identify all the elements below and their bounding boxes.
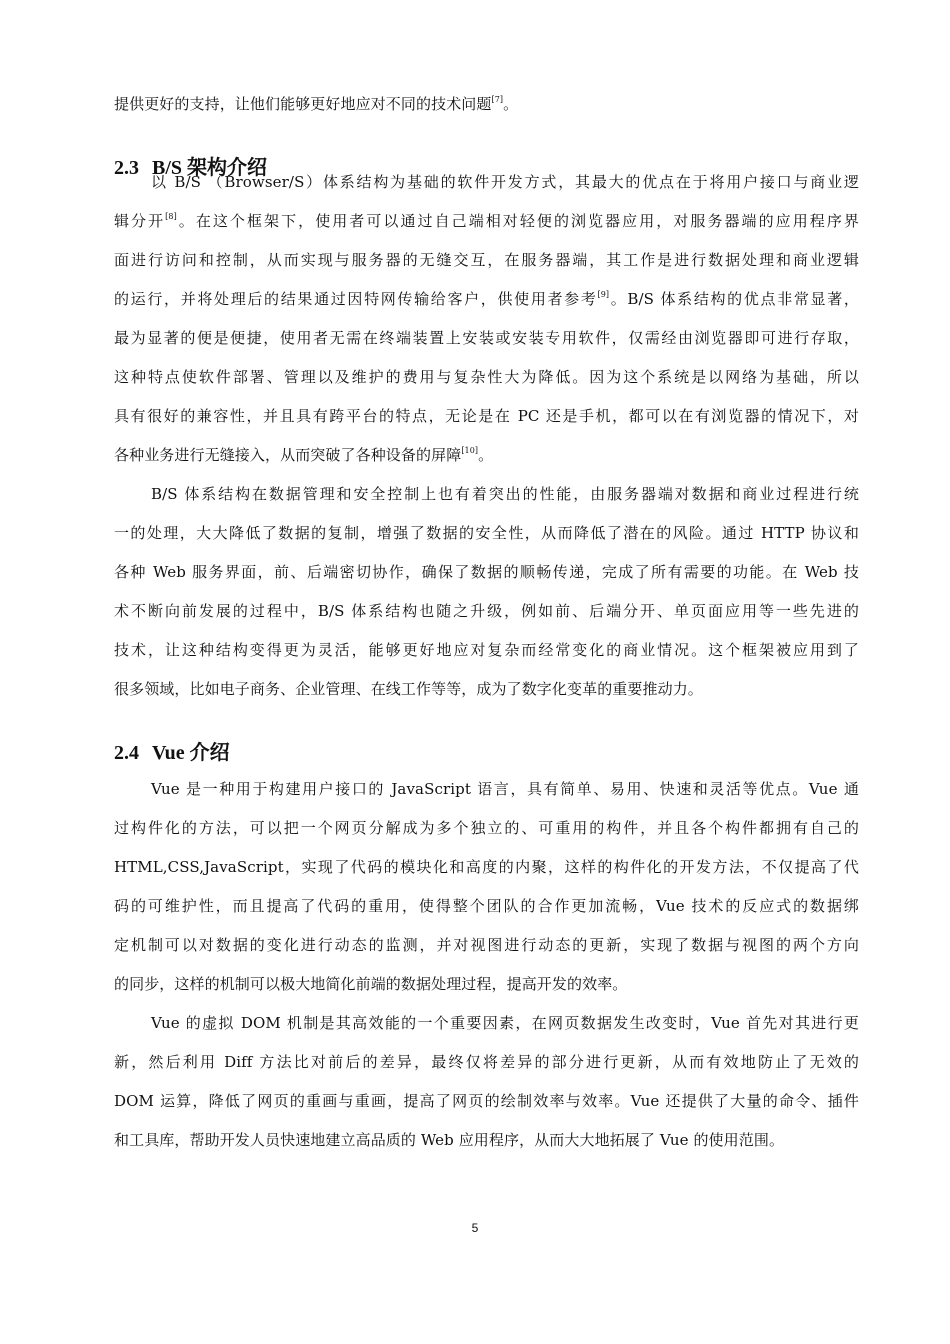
s23-p2-line-6: 很多领域，比如电子商务、企业管理、在线工作等等，成为了数字化变革的重要推动力。 bbox=[114, 680, 703, 698]
s23-p2-line-4: 术不断向前发展的过程中，B/S 体系结构也随之升级，例如前、后端分开、单页面应用等一些先进的 bbox=[114, 602, 859, 620]
section-title: Vue 介绍 bbox=[152, 742, 230, 764]
intro-line bbox=[114, 94, 859, 114]
s24-p1-line-6: 的同步，这样的机制可以极大地简化前端的数据处理过程，提高开发的效率。 bbox=[114, 975, 628, 993]
section-number: 2.3 bbox=[114, 157, 139, 179]
s24-p1-line-5: 定机制可以对数据的变化进行动态的监测，并对视图进行动态的更新，实现了数据与视图的两个方向 bbox=[114, 936, 859, 954]
citation-10: [10] bbox=[461, 446, 479, 455]
s23-p1-line-6: 这种特点使软件部署、管理以及维护的费用与复杂性大为降低。因为这个系统是以网络为基础，所以 bbox=[114, 368, 859, 386]
s24-p1-line-1: Vue 是一种用于构建用户接口的 JavaScript 语言，具有简单、易用、快速和灵活等优点。Vue 通 bbox=[151, 780, 859, 798]
citation-8: [8] bbox=[165, 212, 177, 221]
s24-p1-line-4: 码的可维护性，而且提高了代码的重用，使得整个团队的合作更加流畅，Vue 技术的反应式的数据绑 bbox=[114, 897, 859, 915]
page-number: 5 bbox=[471, 1221, 479, 1235]
text-run: 的运行，并将处理后的结果通过因特网传输给客户，供使用者参考 bbox=[114, 290, 598, 308]
s23-p1-line-7: 具有很好的兼容性，并且具有跨平台的特点，无论是在 PC 还是手机，都可以在有浏览器的情况下，对 bbox=[114, 407, 859, 425]
text-run: 各种业务进行无缝接入，从而突破了各种设备的屏障 bbox=[114, 446, 462, 464]
text-run: 。B/S 体系结构的优点非常显著， bbox=[609, 290, 859, 308]
s23-p1-line-4 bbox=[114, 289, 859, 309]
section-title: B/S 架构介绍 bbox=[152, 157, 268, 179]
s24-p2-line-2: 新，然后利用 Diff 方法比对前后的差异，最终仅将差异的部分进行更新，从而有效地防止了无效的 bbox=[114, 1053, 859, 1071]
citation-7: [7] bbox=[491, 95, 504, 104]
section-number: 2.4 bbox=[114, 742, 139, 764]
text-run: 。 bbox=[478, 446, 494, 464]
s23-p2-line-5: 技术，让这种结构变得更为灵活，能够更好地应对复杂而经常变化的商业情况。这个框架被应用到了 bbox=[114, 641, 859, 659]
s23-p1-line-8 bbox=[114, 445, 859, 465]
text-run: 辑分开 bbox=[114, 212, 166, 230]
section-2-4-heading bbox=[114, 740, 230, 766]
s23-p2-line-2: 一的处理，大大降低了数据的复制，增强了数据的安全性，从而降低了潜在的风险。通过 HTTP 协议和 bbox=[114, 524, 859, 542]
s24-p2-line-1: Vue 的虚拟 DOM 机制是其高效能的一个重要因素，在网页数据发生改变时，Vue 首先对其进行更 bbox=[151, 1014, 859, 1032]
s23-p2-line-3: 各种 Web 服务界面，前、后端密切协作，确保了数据的顺畅传递，完成了所有需要的功能。在 Web 技 bbox=[114, 563, 859, 581]
s23-p1-line-1: 以 B/S （Browser/S）体系结构为基础的软件开发方式，其最大的优点在于将用户接口与商业逻 bbox=[151, 173, 859, 191]
s24-p2-line-3: DOM 运算，降低了网页的重画与重画，提高了网页的绘制效率与效率。Vue 还提供了大量的命令、插件 bbox=[114, 1092, 859, 1110]
s24-p1-line-3: HTML,CSS,JavaScript，实现了代码的模块化和高度的内聚，这样的构件化的开发方法，不仅提高了代 bbox=[114, 858, 859, 876]
intro-text: 提供更好的支持，让他们能够更好地应对不同的技术问题 bbox=[114, 95, 492, 113]
s23-p1-line-3: 面进行访问和控制，从而实现与服务器的无缝交互，在服务器端，其工作是进行数据处理和商业逻辑 bbox=[114, 251, 859, 269]
s23-p1-line-2 bbox=[114, 211, 859, 231]
s23-p2-line-1: B/S 体系结构在数据管理和安全控制上也有着突出的性能，由服务器端对数据和商业过程进行统 bbox=[151, 485, 859, 503]
intro-tail: 。 bbox=[503, 95, 519, 113]
s24-p2-line-4: 和工具库，帮助开发人员快速地建立高品质的 Web 应用程序，从而大大地拓展了 Vue 的使用范围。 bbox=[114, 1131, 785, 1149]
citation-9: [9] bbox=[597, 290, 610, 299]
s23-p1-line-5: 最为显著的便是便捷，使用者无需在终端装置上安装或安装专用软件，仅需经由浏览器即可进行存取， bbox=[114, 329, 859, 347]
s24-p1-line-2: 过构件化的方法，可以把一个网页分解成为多个独立的、可重用的构件，并且各个构件都拥有自己的 bbox=[114, 819, 859, 837]
text-run: 。在这个框架下，使用者可以通过自己端相对轻便的浏览器应用，对服务器端的应用程序界 bbox=[176, 212, 859, 230]
